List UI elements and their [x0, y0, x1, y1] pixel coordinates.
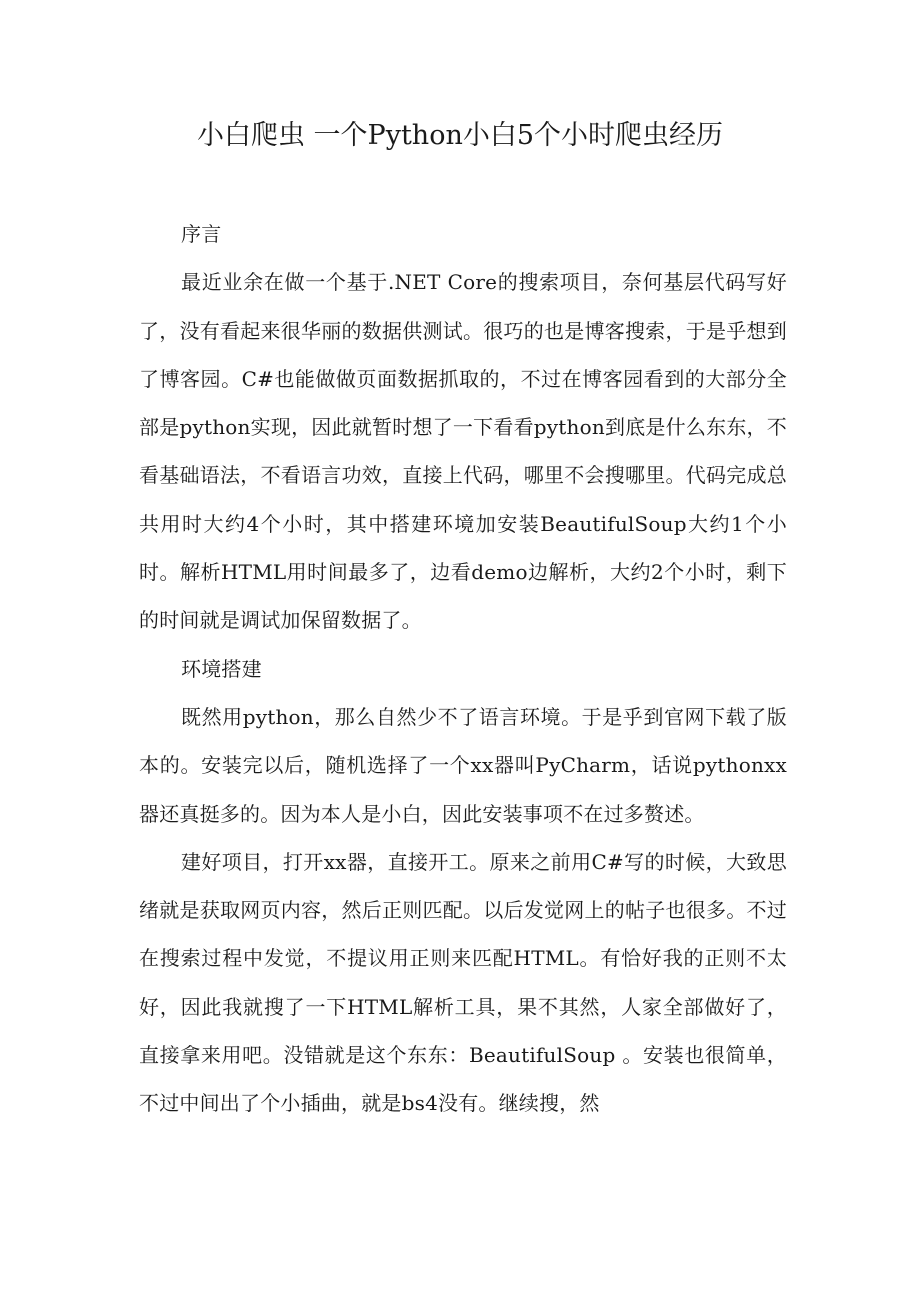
section-heading-preface: 序言: [181, 222, 222, 246]
document-body: [139, 210, 787, 1128]
paragraph-environment: 既然用python，那么自然少不了语言环境。于是乎到官网下载了版本的。安装完以后，随机选择了一个xx器叫PyCharm，话说pythonxx器还真挺多的。因为本人是小白，因此安装事项不在过多赘述。: [139, 704, 787, 826]
document-title: 小白爬虫 一个Python小白5个小时爬虫经历: [196, 120, 724, 151]
section-heading-environment: 环境搭建: [181, 656, 262, 681]
paragraph-project: 建好项目，打开xx器，直接开工。原来之前用C#写的时候，大致思绪就是获取网页内容，然后正则匹配。以后发觉网上的帖子也很多。不过在搜索过程中发觉，不提议用正则来匹配HTML。有恰好我的正则不太好，因此我就搜了一下HTML解析工具，果不其然，人家全部做好了，直接拿来用吧。没错就是这个东东：BeautifulSoup 。安装也很简单，不过中间出了个小插曲，就是bs4没有。继续搜，然: [139, 849, 787, 1116]
paragraph-intro: 最近业余在做一个基于.NET Core的搜索项目，奈何基层代码写好了，没有看起来很华丽的数据供测试。很巧的也是博客搜索，于是乎想到了博客园。C#也能做做页面数据抓取的，不过在博客园看到的大部分全部是python实现，因此就暂时想了一下看看python到底是什么东东，不看基础语法，不看语言功效，直接上代码，哪里不会搜哪里。代码完成总共用时大约4个小时，其中搭建环境加安装BeautifulSoup大约1个小时。解析HTML用时间最多了，边看demo边解析，大约2个小时，剩下的时间就是调试加保留数据了。: [139, 270, 787, 633]
